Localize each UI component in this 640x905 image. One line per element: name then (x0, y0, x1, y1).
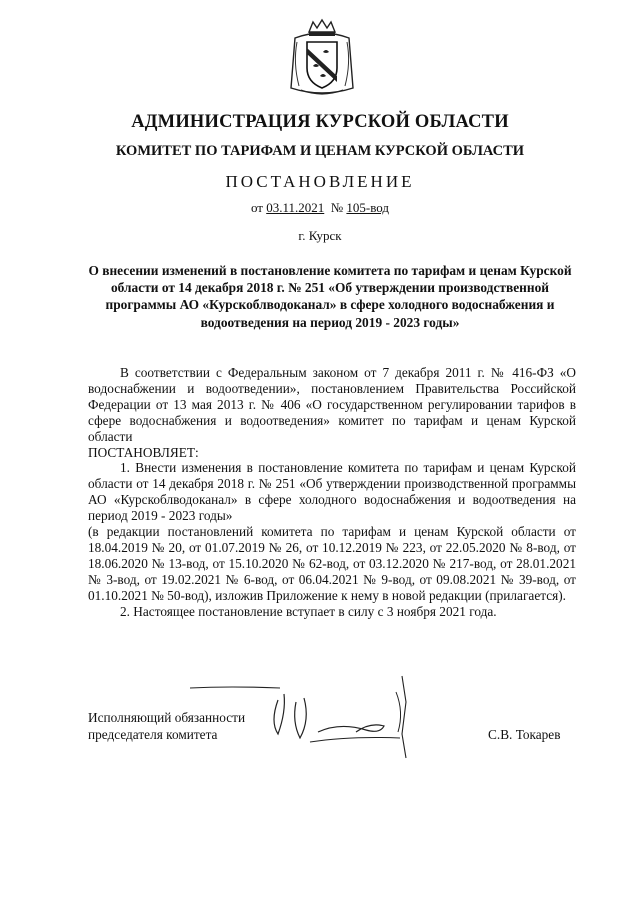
signatory-title (88, 709, 245, 743)
item-2-paragraph: 2. Настоящее постановление вступает в силу с 3 ноября 2021 года. (120, 603, 497, 619)
city: г. Курск (298, 228, 342, 243)
item-1-paragraph: 1. Внести изменения в постановление комитета по тарифам и ценам Курской области от 14 декабря 2018 г. № 251 «Об утверждении производственной программы АО «Курскоблводоканал» в сфере холодного водоснабжения и водоотведения на период 2019 - 2023 годы» (88, 460, 576, 524)
date-number-line (0, 200, 640, 216)
signatory-title-line-1: Исполняющий обязанности (88, 710, 246, 725)
document-number: 105-вод (346, 200, 390, 215)
item-1-amendments: (в редакции постановлений комитета по тарифам и ценам Курской области от 18.04.2019 № 20, от 01.07.2019 № 26, от 10.12.2019 № 223, от 22.05.2020 № 8-вод, от 18.06.2020 № 13-вод, от 15.10.2020 № 62-вод, от 03.12.2020 № 217-вод, от 28.01.2021 № 3-вод, от 19.02.2021 № 6-вод, от 06.04.2021 № 9-вод, от 09.08.2021 № 39-вод, от 01.10.2021 № 50-вод), изложив Приложение к нему в новой редакции (прилагается). (88, 524, 576, 603)
signatory-title-line-2: председателя комитета (88, 727, 218, 742)
document-subject: О внесении изменений в постановление комитета по тарифам и ценам Курской области от 14 декабря 2018 г. № 251 «Об утверждении производственной программы АО «Курскоблводоканал» в сфере холодного водоснабжения и водоотведения на период 2019 - 2023 годы» (88, 263, 572, 330)
date-prefix: от (250, 200, 263, 215)
signatory-name: С.В. Токарев (488, 727, 561, 742)
document-type: ПОСТАНОВЛЕНИЕ (225, 172, 415, 191)
number-prefix: № (330, 200, 344, 215)
coat-of-arms-icon (287, 18, 357, 100)
preamble-paragraph: В соответствии с Федеральным законом от 7 декабря 2011 г. № 416-ФЗ «О водоснабжении и водоотведении», постановлением Правительства Российской Федерации от 13 мая 2013 г. № 406 «О государственном регулировании тарифов в сфере водоснабжения и водоотведения» комитет по тарифам и ценам Курской области (88, 365, 576, 444)
organization-title: АДМИНИСТРАЦИЯ КУРСКОЙ ОБЛАСТИ (131, 112, 509, 132)
decree-word: ПОСТАНОВЛЯЕТ: (88, 444, 199, 460)
document-date: 03.11.2021 (266, 200, 325, 215)
document-body (88, 365, 576, 620)
committee-title: КОМИТЕТ ПО ТАРИФАМ И ЦЕНАМ КУРСКОЙ ОБЛАСТИ (115, 143, 525, 159)
